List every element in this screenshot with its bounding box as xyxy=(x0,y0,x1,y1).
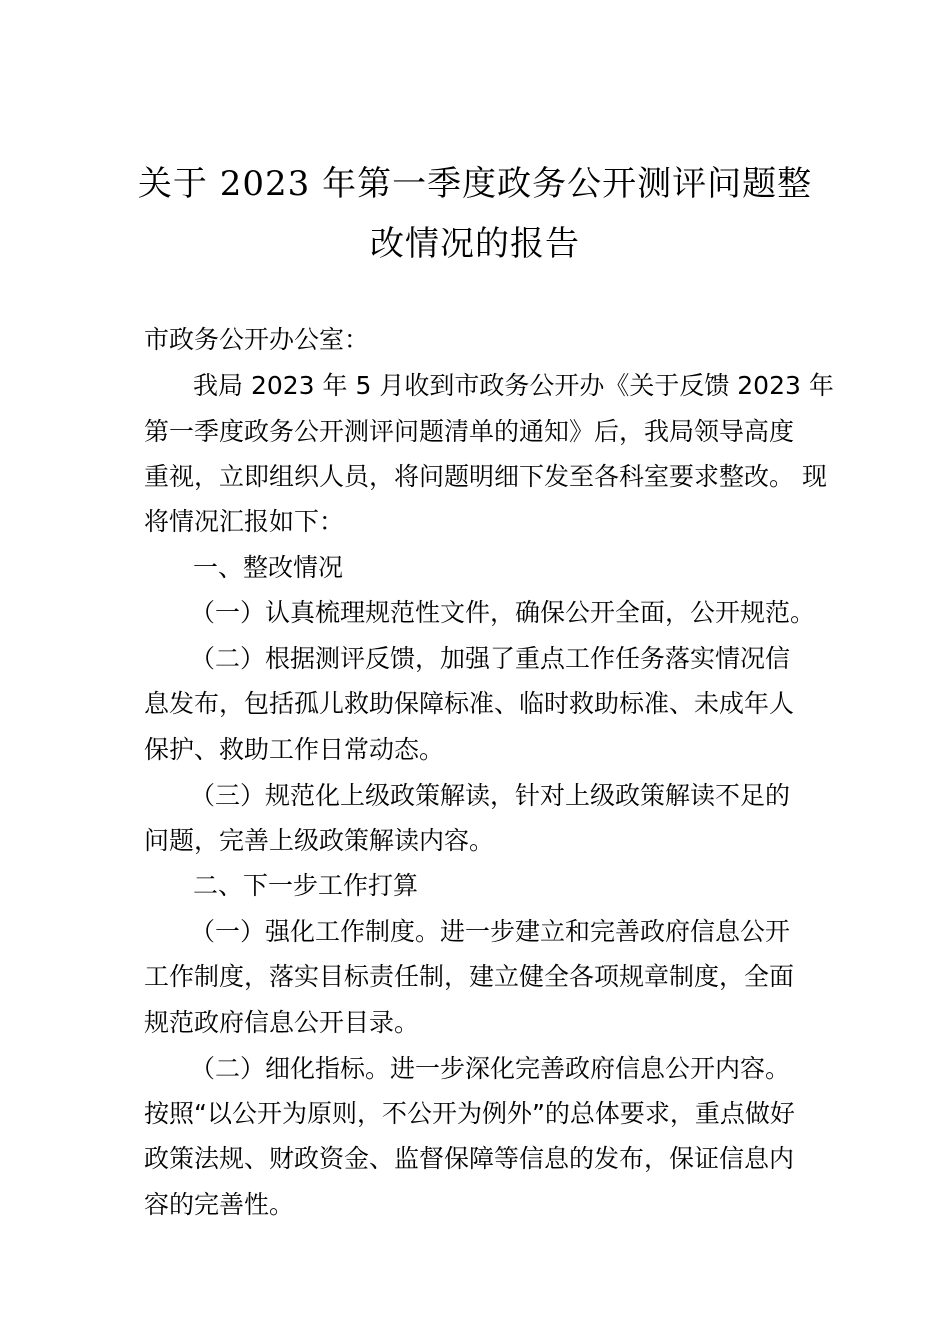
body-line: （二）根据测评反馈，加强了重点工作任务落实情况信 xyxy=(190,644,791,673)
section-heading: 二、下一步工作打算 xyxy=(193,871,419,900)
body-line: （一）认真梳理规范性文件，确保公开全面，公开规范。 xyxy=(190,598,816,627)
body-line: 工作制度，落实目标责任制，建立健全各项规章制度，全面 xyxy=(144,962,795,991)
body-line: 政策法规、财政资金、监督保障等信息的发布，保证信息内 xyxy=(144,1144,795,1173)
body-line: （一）强化工作制度。进一步建立和完善政府信息公开 xyxy=(190,917,791,946)
body-line: 息发布，包括孤儿救助保障标准、临时救助标准、未成年人 xyxy=(144,689,795,718)
body-line: 按照“以公开为原则，不公开为例外”的总体要求，重点做好 xyxy=(144,1099,795,1128)
body-line: 我局 2023 年 5 月收到市政务公开办《关于反馈 2023 年 xyxy=(193,371,834,400)
body-line: （二）细化指标。进一步深化完善政府信息公开内容。 xyxy=(190,1054,791,1083)
document-title-line-1: 关于 2023 年第一季度政务公开测评问题整 xyxy=(137,164,813,204)
body-line: 规范政府信息公开目录。 xyxy=(144,1008,420,1037)
body-line: 将情况汇报如下： xyxy=(144,507,345,536)
body-line: 保护、救助工作日常动态。 xyxy=(144,735,445,764)
body-line: 重视，立即组织人员，将问题明细下发至各科室要求整改。 现 xyxy=(144,462,827,491)
recipient-line: 市政务公开办公室： xyxy=(144,325,370,354)
body-line: （三）规范化上级政策解读，针对上级政策解读不足的 xyxy=(190,781,791,810)
document-title-line-2: 改情况的报告 xyxy=(370,224,580,264)
body-line: 问题，完善上级政策解读内容。 xyxy=(144,826,495,855)
section-heading: 一、整改情况 xyxy=(193,553,344,582)
body-line: 第一季度政务公开测评问题清单的通知》后，我局领导高度 xyxy=(144,417,795,446)
body-line: 容的完善性。 xyxy=(144,1190,295,1219)
